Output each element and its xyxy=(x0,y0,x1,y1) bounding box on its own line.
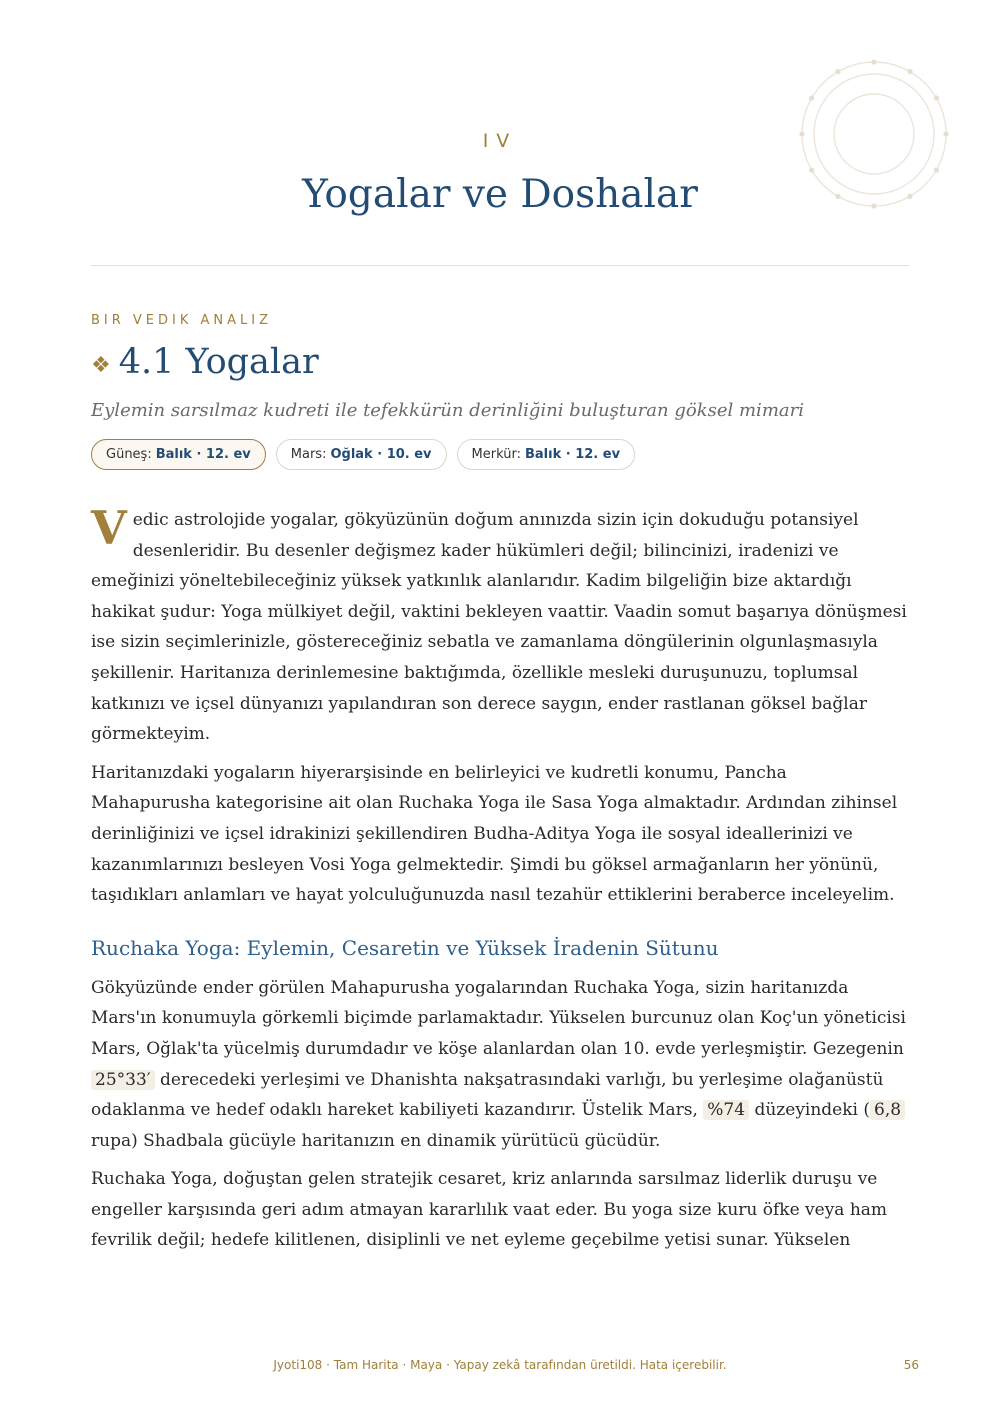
paragraph-text: edic astrolojide yogalar, gökyüzünün doğum anınızda sizin için dokuduğu potansiyel desenleridir. Bu desenler değişmez kader hükümleri değil; bilincinizi, iradenizi ve emeğinizi yöneltebileceğiniz yüksek yatkınlık alanlarıdır. Kadim bilgeliğin bize aktardığı hakikat şudur: Yoga mülkiyet değil, vaktini bekleyen vaattir. Vaadin somut başarıya dönüşmesi ise sizin seçimlerinizle, göstereceğiniz sebatla ve zamanlama döngülerinin olgunlaşmasıyla şekillenir. Haritanıza derinlemesine baktığımda, özellikle mesleki duruşunuzu, toplumsal katkınızı ve içsel dünyanızı yapılandıran son derece saygın, ender rastlanan göksel bağlar görmekteyim. xyxy=(91,510,907,745)
rupa-highlight: 6,8 xyxy=(870,1100,905,1120)
pill-label: Merkür: xyxy=(471,447,521,462)
paragraph xyxy=(91,501,911,750)
pill-value: Oğlak · 10. ev xyxy=(330,447,432,462)
chapter-title: Yogalar ve Doshalar xyxy=(302,172,698,217)
page-number: 56 xyxy=(903,1358,919,1372)
paragraph-text: derecedeki yerleşimi ve Dhanishta nakşatrasındaki varlığı, bu yerleşime olağanüstü odaklanma ve hedef odaklı hareket kabiliyeti kazandırır. Üstelik Mars, xyxy=(91,1069,884,1121)
planet-pill-mars[interactable] xyxy=(276,439,447,470)
pill-label: Güneş: xyxy=(106,447,152,462)
paragraph-text: düzeyindeki ( xyxy=(749,1100,871,1121)
subheading: Ruchaka Yoga: Eylemin, Cesaretin ve Yüksek İradenin Sütunu xyxy=(91,935,719,960)
section-eyebrow: BIR VEDIK ANALIZ xyxy=(91,313,273,328)
divider xyxy=(91,265,909,266)
paragraph: Ruchaka Yoga, doğuştan gelen stratejik cesaret, kriz anlarında sarsılmaz liderlik duruşu ve engeller karşısında geri adım atmayan kararlılık vaat eder. Bu yoga size kuru öfke veya ham fevrilik değil; hedefe kilitlenen, disiplinli ve net eyleme geçebilme yetisi sunar. Yükselen xyxy=(91,1169,888,1251)
chapter-number: IV xyxy=(482,130,518,152)
paragraph-text: rupa) Shadbala gücüyle haritanızın en dinamik yürütücü gücüdür. xyxy=(91,1130,661,1151)
planet-pills xyxy=(91,439,635,470)
footer-text: Jyoti108 · Tam Harita · Maya · Yapay zekâ tarafından üretildi. Hata içerebilir. xyxy=(273,1358,727,1372)
section-heading xyxy=(91,342,319,382)
planet-pill-merkur[interactable] xyxy=(457,439,636,470)
pill-value: Balık · 12. ev xyxy=(524,447,621,462)
paragraph-text: Gökyüzünde ender görülen Mahapurusha yogalarından Ruchaka Yoga, sizin haritanızda Mars'ın konumuyla görkemli biçimde parlamaktadır. Yükselen burcunuz olan Koç'un yöneticisi Mars, Oğlak'ta yücelmiş durumdadır ve köşe alanlardan olan 10. evde yerleşmiştir. Gezegenin xyxy=(91,977,906,1059)
pill-value: Balık · 12. ev xyxy=(155,447,251,462)
pill-label: Mars: xyxy=(290,447,327,462)
degree-highlight: 25°33′ xyxy=(91,1070,155,1090)
drop-cap: V xyxy=(91,501,127,555)
paragraph: Haritanızdaki yogaların hiyerarşisinde en belirleyici ve kudretli konumu, Pancha Mahapurusha kategorisine ait olan Ruchaka Yoga ile Sasa Yoga almaktadır. Ardından zihinsel derinliğinizi ve içsel idrakinizi şekillendiren Budha-Aditya Yoga ile sosyal ideallerinizi ve kazanımlarınızı besleyen Vosi Yoga gelmektedir. Şimdi bu göksel armağanların her yönünü, taşıdıkları anlamları ve hayat yolculuğunuzda nasıl tezahür ettiklerini beraberce inceleyelim. xyxy=(91,762,898,906)
four-diamond-icon: ❖ xyxy=(91,352,111,378)
article-body xyxy=(91,501,911,1264)
section-subtitle: Eylemin sarsılmaz kudreti ile tefekkürün derinliğini buluşturan göksel mimari xyxy=(91,400,804,421)
planet-pill-gunes[interactable] xyxy=(91,439,266,470)
paragraph xyxy=(91,973,911,1157)
section-title: 4.1 Yogalar xyxy=(118,342,319,382)
percent-highlight: %74 xyxy=(703,1100,749,1120)
